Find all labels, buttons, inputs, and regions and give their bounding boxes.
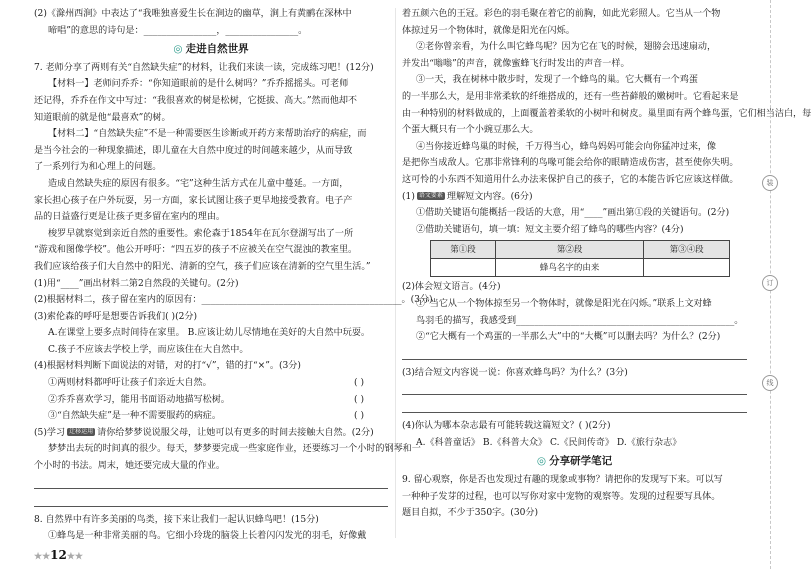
- q7-3-option-c: C.孩子不应该去学校上学，而应该住在大自然中。: [48, 344, 249, 355]
- material2-line: 我们应该给孩子们大自然中的阳光、清新的空气，孩子们应该在清新的空气里生活。”: [34, 261, 371, 272]
- q7-2: (2)根据材料二，孩子留在室内的原因有：____________________________________________。(3分): [34, 295, 433, 306]
- q8-2-1: ①“当它从一个物体掠至另一个物体时，就像是阳光在闪烁。”联系上文对蜂: [416, 298, 712, 309]
- q8-1-2: ②借助关键语句，填一填：短文主要介绍了蜂鸟的哪些内容？(4分): [416, 224, 684, 235]
- q8-4-options: A.《科普童话》 B.《科普大众》 C.《民间传奇》 D.《旅行杂志》: [416, 437, 682, 448]
- q2-prev-line1: (2)《滁州西涧》中表达了“我唯独喜爱生长在涧边的幽草，涧上有黄鹂在深林中: [34, 9, 352, 19]
- material2-line: 是当今社会的一种现象描述，即儿童在大自然中度过的时间越来越少，从而导致: [34, 145, 353, 156]
- q7-5-scenario: 个小时的书法。周末，她还要完成大量的作业。: [34, 461, 225, 472]
- material2-line: 梭罗早就察觉到亲近自然的重要性。索伦森于1854年在瓦尔登湖写出了一所: [48, 228, 354, 239]
- table-header: 第②段: [495, 241, 643, 259]
- material2-line: “游戏和图像学校”。他公开呼吁：“四五岁的孩子不应被关在空气混浊的教室里。: [34, 245, 358, 256]
- material2-line: 【材料二】“自然缺失症”不是一种需要医生诊断或开药方来帮助治疗的病症，而: [48, 129, 367, 140]
- page-number: ★★12★★: [34, 548, 83, 562]
- skill-tag: 语文要素: [418, 192, 443, 200]
- passage-line: 这可怜的小东西不知道用什么办法来保护自己的孩子，它的本能告诉它应该这样做。: [402, 174, 739, 185]
- q9-line: 题目自拟，不少于350字。(30分): [402, 508, 539, 519]
- q7-1: (1)用“____”画出材料二第2自然段的关键句。(2分): [34, 278, 239, 289]
- answer-paren[interactable]: ( ): [354, 378, 364, 389]
- content-table: [430, 240, 730, 277]
- table-header-row: [431, 241, 730, 259]
- material1-line: 知道眼前的就是他“最喜欢”的树。: [34, 112, 171, 123]
- q7-intro: 7. 老师分享了两则有关“自然缺失症”的材料，让我们来读一读，完成练习吧！(12分): [34, 62, 374, 73]
- q8-2: (2)体会短文语言。(4分): [402, 282, 501, 293]
- answer-line[interactable]: [34, 476, 388, 489]
- material2-line: 了一系列行为和心理上的问题。: [34, 162, 162, 173]
- passage-line: 体掠过另一个物体时，就像是阳光在闪烁。: [402, 25, 575, 36]
- q7-3-options-ab: A.在课堂上要多点时间待在家里。 B.应该让幼儿尽情地在美好的大自然中玩耍。: [48, 328, 371, 339]
- section-title-nature: ◎ 走进自然世界: [173, 43, 249, 56]
- q7-4-item: ③“自然缺失症”是一种不需要服药的病症。 ( ): [34, 408, 388, 425]
- material2-line: 品的日益盛行更是让孩子更多留在室内的理由。: [34, 212, 225, 223]
- section-icon: ◎: [536, 455, 547, 468]
- material1-line: 【材料一】老师问乔乔：“你知道眼前的是什么树吗？”乔乔摇摇头。可老师: [48, 79, 349, 90]
- passage-line: 个蛋大概只有一个小豌豆那么大。: [402, 125, 539, 136]
- skill-tag: 迁移运用: [69, 428, 94, 436]
- material1-line: 还记得，乔乔在作文中写过：“我很喜欢的树是松树，它挺拔、高大。”然而他却不: [34, 95, 358, 106]
- passage-line: 的一半那么大，是用非常柔软的纤维搭成的，还有一些苔藓般的嫩树叶。它看起来是: [402, 91, 739, 102]
- q8-4: (4)你认为哪本杂志最有可能转载这篇短文？( )(2分): [402, 421, 611, 432]
- table-row: [431, 259, 730, 277]
- q8-1: (1) 语文要素 理解短文内容。(6分): [402, 191, 533, 202]
- q7-3: (3)索伦森的呼吁是想要告诉我们( )(2分): [34, 311, 198, 322]
- q7-5: (5)学习 迁移运用 请你给梦梦说说服父母，让她可以有更多的时间去接触大自然。(2分): [34, 427, 374, 438]
- binding-hole-icon: 订: [762, 275, 778, 291]
- passage-line: ③一天，我在树林中散步时，发现了一个蜂鸟的巢。它大概有一个鸡蛋: [416, 75, 698, 86]
- answer-line[interactable]: [402, 382, 747, 395]
- column-divider: [395, 8, 396, 538]
- answer-line[interactable]: [402, 400, 747, 413]
- passage-line: 并发出“嗡嗡”的声音，就像蜜蜂飞行时发出的声音一样。: [402, 58, 630, 69]
- passage-line: 是把你当成敌人。它那非常锋利的鸟喙可能会给你的眼睛造成伤害，甚至使你失明。: [402, 158, 739, 169]
- binding-hole-icon: 线: [762, 375, 778, 391]
- section-icon: ◎: [173, 43, 183, 56]
- answer-paren[interactable]: ( ): [354, 411, 364, 422]
- table-cell: 蜂鸟名字的由来: [495, 259, 643, 277]
- passage-line: ④当你接近蜂鸟巢的时候，千万得当心，蜂鸟妈妈可能会向你猛冲过来，像: [416, 141, 717, 152]
- table-header: 第①段: [431, 241, 496, 259]
- q8-2-2: ②“它大概有一个鸡蛋的一半那么大”中的“大概”可以删去吗？为什么？(2分): [416, 332, 721, 343]
- material2-line: 造成自然缺失症的原因有很多。“宅”这种生活方式在儿童中蔓延。一方面，: [48, 178, 349, 189]
- q8-passage-p1: ①蜂鸟是一种非常美丽的鸟。它细小玲珑的脑袋上长着闪闪发光的羽毛，好像戴: [48, 531, 367, 542]
- table-header: 第③④段: [644, 241, 730, 259]
- passage-line: 由一种特别的材料做成的，上面覆盖着柔软的小树叶和树皮。巢里面有两个蜂鸟蛋，它们相当洁白，每: [402, 108, 811, 119]
- q7-4-item: ②乔乔喜欢学习，能用书面语动地描写松树。 ( ): [34, 392, 388, 409]
- answer-line[interactable]: [402, 347, 747, 360]
- answer-paren[interactable]: ( ): [354, 394, 364, 405]
- table-cell-input[interactable]: [431, 259, 496, 277]
- material2-line: 家长担心孩子在户外玩耍，另一方面，家长试图让孩子更早地接受教育。电子产: [34, 195, 353, 206]
- q9-line: 9. 留心观察，你是否也发现过有趣的现象或事物？请把你的发现写下来。可以写: [402, 475, 723, 486]
- passage-line: ②老你曾亲看，为什么叫它蜂鸟呢？因为它在飞的时候，翅膀会迅速扇动，: [416, 42, 717, 53]
- q7-4: (4)根据材料判断下面说法的对错，对的打“√”，错的打“×”。(3分): [34, 361, 301, 372]
- q7-5-scenario: 梦梦出去玩的时间真的很少。每天，梦梦要完成一些家庭作业，还要练习一个小时的钢琴和一: [48, 444, 421, 455]
- q9-line: 一种种子发芽的过程，也可以写你对家中宠物的观察等。发现的过程要写具体。: [402, 491, 721, 502]
- right-column: [402, 6, 811, 522]
- q8-2-1b: 鸟羽毛的描写，我感受到________________________________________________。: [416, 315, 744, 326]
- q8-intro: 8. 自然界中有许多美丽的鸟类，接下来让我们一起认识蜂鸟吧！(15分): [34, 514, 319, 525]
- table-cell-input[interactable]: [644, 259, 730, 277]
- q8-3: (3)结合短文内容说一说：你喜欢蜂鸟吗？为什么？(3分): [402, 367, 628, 378]
- q7-4-item: ①两则材料都呼吁让孩子们亲近大自然。 ( ): [34, 375, 388, 392]
- q8-1-1: ①借助关键语句能概括一段话的大意，用“____”画出第①段的关键语句。(2分): [416, 208, 730, 219]
- binding-hole-icon: 装: [762, 175, 778, 191]
- section-title-notes: ◎ 分享研学笔记: [536, 455, 613, 468]
- q2-prev-line2: 啼唱”的意思的诗句是：________________，________________。: [48, 25, 308, 36]
- answer-line[interactable]: [34, 494, 388, 507]
- passage-line: 着五颜六色的王冠。彩色的羽毛聚在着它的前胸，如此光彩照人。它当从一个物: [402, 9, 721, 19]
